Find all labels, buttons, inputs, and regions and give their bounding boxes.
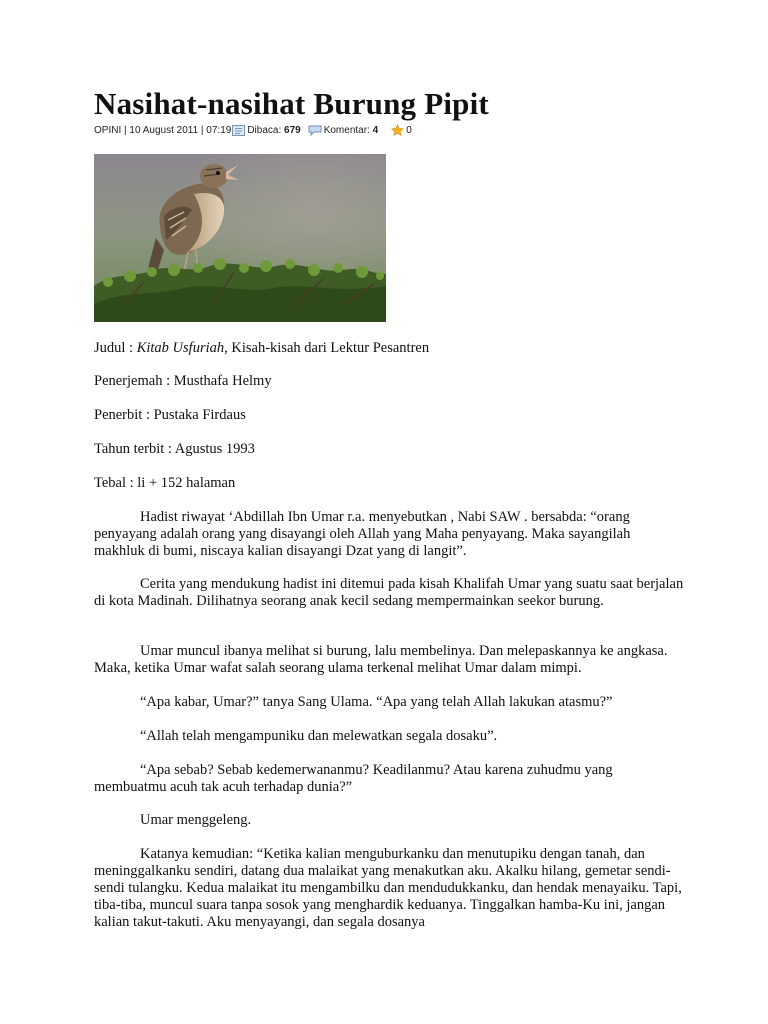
paragraph: Katanya kemudian: “Ketika kalian menguburkanku dan menutupiku dengan tanah, dan meninggalkanku sendiri, datang dua malaikat yang menakutkan aku. Akalku hilang, gemetar sendi-sendi tulangku. Kedua malaikat itu mengambilku dan mendudukkanku, dan hendak menayaiku. Tapi, tiba-tiba, muncul suara tanpa sosok yang menghardik keduanya. Tinggalkan hamba-Ku ini, jangan kalian takut-takuti. Aku menyayangi, dan segala dosanya bbox=[94, 846, 682, 930]
comment-bubble-icon bbox=[308, 125, 322, 136]
judul-italic: Kitab Usfuriah bbox=[136, 340, 225, 356]
paragraph: Umar menggeleng. bbox=[140, 812, 252, 828]
read-count: 679 bbox=[284, 124, 301, 136]
category-date: OPINI | 10 August 2011 | 07:19 bbox=[94, 124, 232, 136]
read-label: Dibaca: bbox=[247, 124, 282, 136]
translator-line: Penerjemah : Musthafa Helmy bbox=[94, 373, 272, 389]
star-icon bbox=[391, 124, 404, 136]
publisher-line: Penerbit : Pustaka Firdaus bbox=[94, 407, 246, 423]
paragraph: Hadist riwayat ‘Abdillah Ibn Umar r.a. menyebutkan , Nabi SAW . bersabda: “orang penyayang adalah orang yang disayangi oleh Allah yang Maha penyayang. Maka sayangilah makhluk di bumi, niscaya kalian disayangi Dzat yang di langit”. bbox=[94, 509, 631, 559]
bird-photo bbox=[94, 154, 386, 322]
paragraph: “Apa kabar, Umar?” tanya Sang Ulama. “Apa yang telah Allah lakukan atasmu?” bbox=[140, 694, 613, 710]
year-line: Tahun terbit : Agustus 1993 bbox=[94, 441, 255, 457]
article-meta bbox=[94, 124, 412, 136]
paragraph: “Apa sebab? Sebab kedemerwananmu? Keadilanmu? Atau karena zuhudmu yang membuatmu acuh tak acuh terhadap dunia?” bbox=[94, 762, 613, 795]
judul-rest: , Kisah-kisah dari Lektur Pesantren bbox=[224, 340, 430, 356]
comment-label: Komentar: bbox=[323, 124, 370, 136]
book-title-line bbox=[94, 340, 429, 357]
paragraph: Cerita yang mendukung hadist ini ditemui pada kisah Khalifah Umar yang suatu saat berjalan di kota Madinah. Dilihatnya seorang anak kecil sedang mempermainkan seekor burung. bbox=[94, 576, 684, 609]
star-count: 0 bbox=[406, 124, 412, 136]
paragraph: Umar muncul ibanya melihat si burung, lalu membelinya. Dan melepaskannya ke angkasa. Maka, ketika Umar wafat salah seorang ulama terkenal melihat Umar dalam mimpi. bbox=[94, 643, 668, 676]
pages-line: Tebal : li + 152 halaman bbox=[94, 475, 236, 491]
article-title: Nasihat-nasihat Burung Pipit bbox=[94, 86, 489, 121]
paragraph: “Allah telah mengampuniku dan melewatkan segala dosaku”. bbox=[140, 728, 498, 744]
comment-count: 4 bbox=[372, 124, 379, 136]
judul-label: Judul : bbox=[94, 340, 137, 356]
document-icon bbox=[232, 125, 245, 136]
